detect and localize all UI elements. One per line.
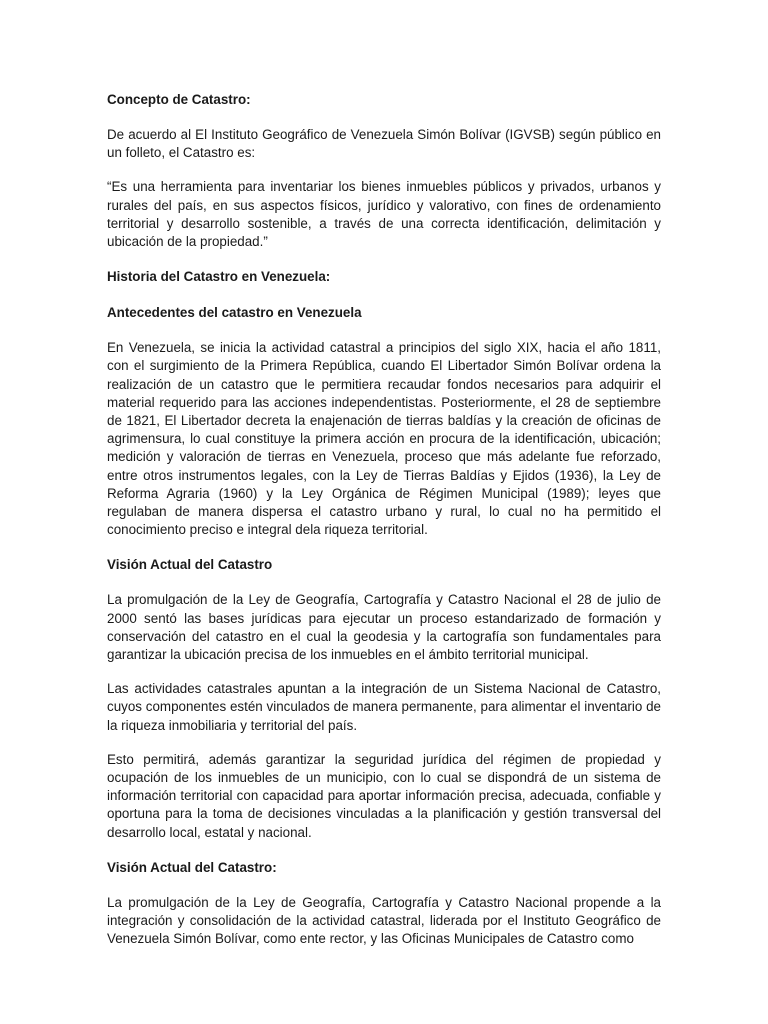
paragraph-igvsb-intro: De acuerdo al El Instituto Geográfico de Venezuela Simón Bolívar (IGVSB) según público en un folleto, el Catastro es: [107, 127, 661, 161]
paragraph-promulgacion: La promulgación de la Ley de Geografía, Cartografía y Catastro Nacional propende a la integración y consolidación de la actividad catastral, liderada por el Instituto Geográfico de Venezuela Simón Bolívar, como ente rector, y las Oficinas Municipales de Catastro como [107, 894, 661, 947]
heading-antecedentes: Antecedentes del catastro en Venezuela [107, 305, 362, 321]
heading-historia-catastro: Historia del Catastro en Venezuela: [107, 269, 331, 285]
paragraph-seguridad-juridica: Esto permitirá, además garantizar la seguridad jurídica del régimen de propiedad y ocupación de los inmuebles de un municipio, con lo cual se dispondrá de un sistema de información territorial con capacidad para aportar información precisa, adecuada, confiable y oportuna para la toma de decisiones vinculadas a la planificación y gestión transversal del desarrollo local, estatal y nacional. [107, 751, 661, 840]
paragraph-ley-geografia: La promulgación de la Ley de Geografía, Cartografía y Catastro Nacional el 28 de julio de 2000 sentó las bases jurídicas para ejecutar un proceso estandarizado de formación y conservación del catastro en el cual la geodesia y la cartografía son fundamentales para garantizar la ubicación precisa de los inmuebles en el ámbito territorial municipal. [107, 592, 661, 663]
paragraph-antecedentes: En Venezuela, se inicia la actividad catastral a principios del siglo XIX, hacia el año 1811, con el surgimiento de la Primera República, cuando El Libertador Simón Bolívar ordena la realización de un catastro que le permitiera recaudar fondos necesarios para adquirir el material requerido para las acciones independentistas. Posteriormente, el 28 de septiembre de 1821, El Libertador decreta la enajenación de tierras baldías y la creación de oficinas de agrimensura, lo cual constituye la primera acción en procura de la identificación, ubicación; medición y valoración de tierras en Venezuela, proceso que más adelante fue reforzado, entre otros instrumentos legales, con la Ley de Tierras Baldías y Ejidos (1936), la Ley de Reforma Agraria (1960) y la Ley Orgánica de Régimen Municipal (1989); leyes que regulaban de manera dispersa el catastro urbano y rural, lo cual no ha permitido el conocimiento preciso e integral dela riqueza territorial. [107, 340, 661, 538]
paragraph-sistema-nacional: Las actividades catastrales apuntan a la integración de un Sistema Nacional de Catastro, cuyos componentes estén vinculados de manera permanente, para alimentar el inventario de la riqueza inmobiliaria y territorial del país. [107, 681, 661, 733]
heading-vision-actual-2: Visión Actual del Catastro: [107, 859, 277, 875]
heading-concepto-catastro: Concepto de Catastro: [107, 92, 251, 107]
document-page [107, 90, 661, 965]
heading-vision-actual: Visión Actual del Catastro [107, 557, 273, 573]
paragraph-catastro-quote: “Es una herramienta para inventariar los bienes inmuebles públicos y privados, urbanos y rurales del país, en sus aspectos físicos, jurídico y valorativo, con fines de ordenamiento territorial y desarrollo sostenible, a través de una correcta identificación, delimitación y ubicación de la propiedad.” [107, 179, 661, 250]
